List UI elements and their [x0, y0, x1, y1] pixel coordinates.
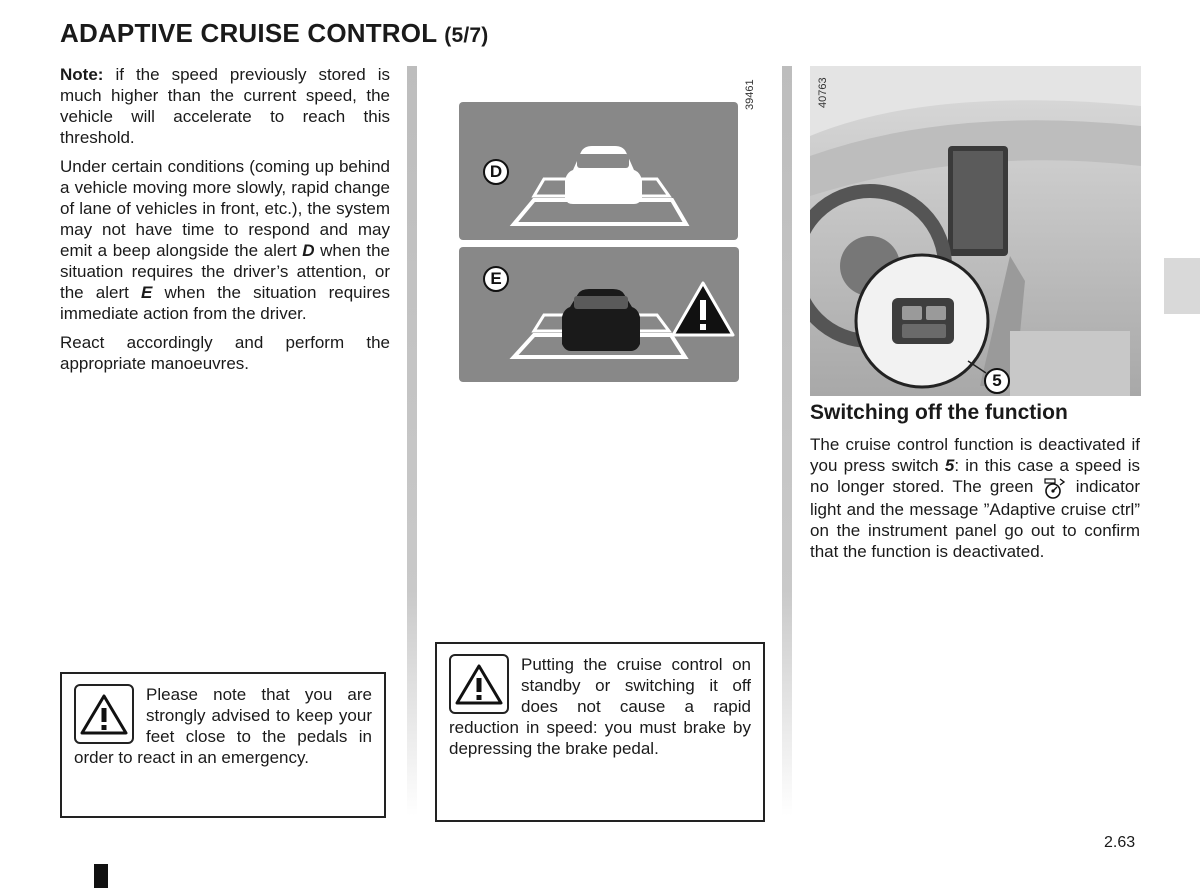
- column-separator: [782, 66, 792, 816]
- callout-5-badge: 5: [984, 368, 1010, 394]
- alert-e-ref: E: [141, 283, 153, 302]
- note-paragraph: [60, 64, 390, 148]
- switch-off-text-2: : in this case a speed is no longer stored. The green: [810, 456, 1140, 496]
- note-label: Note:: [60, 65, 104, 84]
- react-paragraph: React accordingly and perform the appropriate manoeuvres.: [60, 333, 390, 373]
- label-e-badge: E: [483, 266, 509, 292]
- conditions-text-1: Under certain conditions (coming up behind a vehicle moving more slowly, rapid change of lane of vehicles in front, etc.), the system may not have time to respond and may emit a beep alongside the alert: [60, 157, 390, 260]
- column-1: [60, 64, 390, 382]
- switch-off-text-1: The cruise control function is deactivated if you press switch: [810, 435, 1140, 475]
- title-text: ADAPTIVE CRUISE CONTROL: [60, 18, 437, 48]
- warning-icon: [74, 684, 134, 744]
- chapter-tab: [1164, 258, 1200, 314]
- label-d-badge: D: [483, 159, 509, 185]
- conditions-text-3: when the situation requires immediate action from the driver.: [60, 283, 390, 323]
- title-part-indicator: (5/7): [444, 24, 489, 47]
- column-3: [810, 434, 1140, 570]
- warning-triangle-icon: [670, 280, 736, 338]
- warning-icon: [449, 654, 509, 714]
- switch-5-ref: 5: [944, 456, 955, 475]
- corner-mark: [94, 864, 108, 888]
- standby-warning-text: Putting the cruise control on standby or switching it off does not cause a rapid reduction in speed: you must brake by depressing the brake pedal.: [449, 655, 751, 758]
- warning-triangle-icon: [79, 692, 129, 736]
- switch-off-paragraph: [810, 434, 1140, 562]
- page-title: [60, 18, 488, 49]
- standby-warning-box: [435, 642, 765, 822]
- alert-e-illustration: [459, 247, 739, 382]
- car-ahead-icon: [459, 102, 738, 240]
- feet-pedals-warning-text: Please note that you are strongly advised to keep your feet close to the pedals in order to react in an emergency.: [74, 685, 372, 767]
- figure-number: 40763: [817, 77, 829, 108]
- conditions-text-2: when the situation requires the driver’s attention, or the alert: [60, 241, 390, 302]
- feet-pedals-warning-box: [60, 672, 386, 818]
- page-number: 2.63: [1104, 834, 1136, 851]
- warning-triangle-icon: [454, 662, 504, 706]
- alert-d-illustration: [459, 102, 738, 240]
- figure-number: 39461: [744, 79, 756, 110]
- dashboard-photo: [810, 66, 1141, 396]
- switch-off-text-3: indicator light and the message ”Adaptive cruise ctrl” on the instrument panel go out to confirm that the function is deactivated.: [810, 477, 1141, 561]
- note-text: if the speed previously stored is much higher than the current speed, the vehicle will accelerate to reach this threshold.: [60, 65, 390, 147]
- adaptive-cruise-indicator-icon: [1042, 477, 1068, 499]
- conditions-paragraph: [60, 156, 390, 324]
- alert-d-ref: D: [302, 241, 315, 260]
- dashboard-illustration: [810, 66, 1141, 396]
- section-heading: Switching off the function: [810, 401, 1068, 424]
- column-separator: [407, 66, 417, 816]
